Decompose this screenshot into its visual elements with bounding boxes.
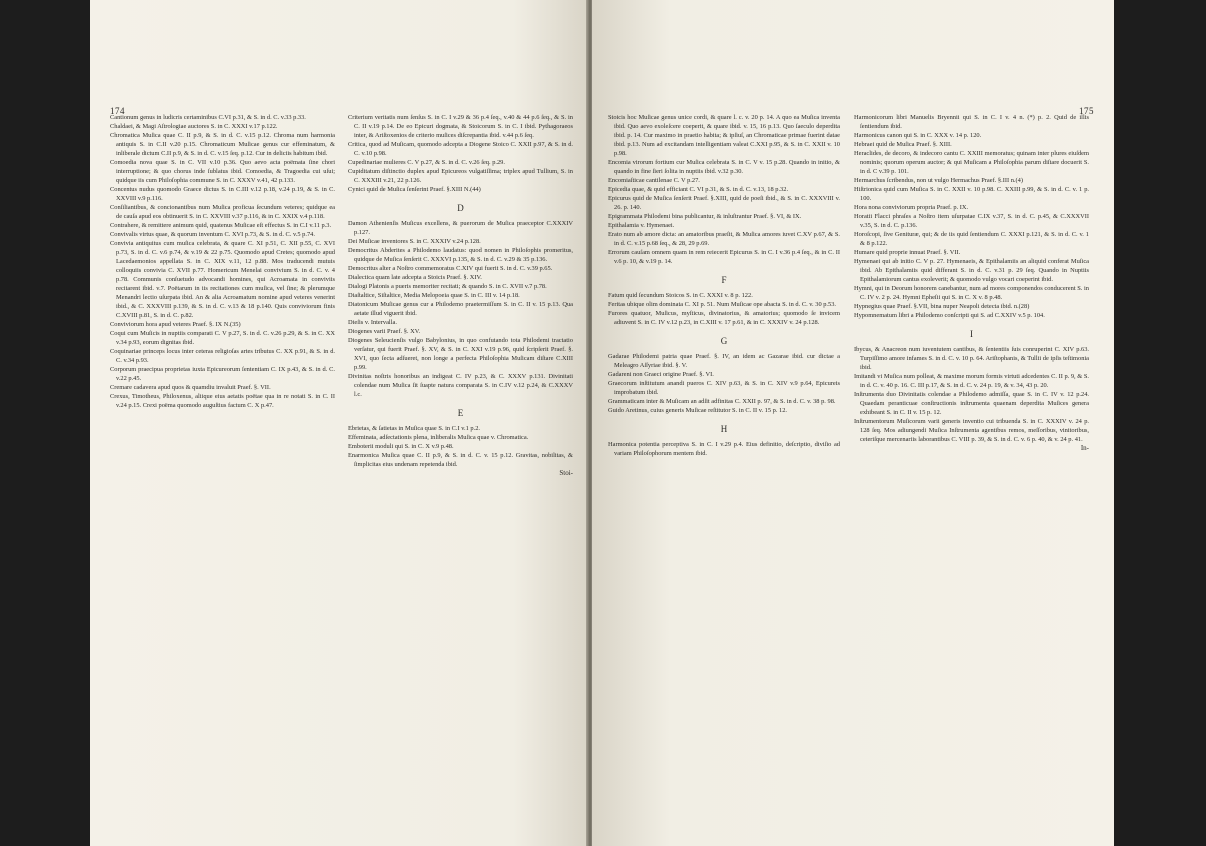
index-entry: Furores quatuor, Muſicus, myſticus, divinatorius, & amatorius; quomodo ſe invicem adiuvent S. in C. IV v.12 p.23, in C.XIII v. 17 p.61, & in C. XXXIV v. 24 p.128. bbox=[608, 310, 840, 326]
right-page bbox=[592, 0, 1114, 846]
index-entry: Enarmonica Muſica quae C. II p.9, & S. in d. C. v. 15 p.12. Gravitas, nobilitas, & ſimplicitas eius undenam repetenda ibid. bbox=[348, 452, 573, 468]
index-entry: Encomia virorum fortium cur Muſica celebrata S. in C. V v. 15 p.28. Quando in initio, & quando in fine ſieri ſolita in nuptiis ibid. v.32 p.30. bbox=[608, 159, 840, 175]
index-entry: Diaſtaltice, Siſtaltice, Media Melopoeia quae S. in C. III v. 14 p.18. bbox=[348, 292, 520, 299]
index-entry: Dialogi Platonis a pueris memoriter recitati; & quando S. in C. XVII v.7 p.78. bbox=[348, 283, 547, 290]
index-entry: Democritus alter a Noſtro commemoratus C.XIV qui fuerit S. in d. C. v.39 p.65. bbox=[348, 265, 553, 272]
index-entry: Graecorum inſtitutum anandi pueros C. XIV p.63, & S. in C. XIV v.9 p.64, Epicureis improbatum ibid. bbox=[608, 380, 840, 396]
index-entry: Harmonicorum libri Manuelis Bryennii qui S. in C. I v. 4 n. (*) p. 2. Quid de illis ſentiendum ibid. bbox=[854, 114, 1089, 130]
index-entry: Epithalamia v. Hymenaei. bbox=[608, 222, 675, 229]
index-entry: Imitandi vi Muſica num polleat, & maxime morum formis virtuti adcedentes C. II p. 9, & S. in d. C. v. 40 p. 16. C. III p.17, & S. in d. C. v. 24 p. 19, & v. 34, 43 p. 20. bbox=[854, 373, 1089, 389]
index-entry: Harmonicus canon qui S. in C. XXX v. 14 p. 120. bbox=[854, 132, 982, 139]
index-entry: Hymni, qui in Deorum honorem canebantur, num ad mores componendos conducerent S. in C. IV v. 2 p. 24. Hymni Epheſii qui S. in C. X v. 8 p.48. bbox=[854, 285, 1089, 301]
index-entry: Dei Muſicae inventores S. in C. XXXIV v.24 p.128. bbox=[348, 238, 481, 245]
index-entry: Epicedia quae, & quid efficiant C. VI p.31, & S. in d. C. v.13, 18 p.32. bbox=[608, 186, 789, 193]
index-entry: Corporum praecipua proprietas iuxta Epicureorum ſententiam C. IX p.43, & S. in d. C. v.22 p.45. bbox=[110, 366, 335, 382]
index-entry: Dialectica quam late adcepta a Stoicis Praef. §. XIV. bbox=[348, 274, 482, 281]
index-entry: Cremare cadavera apud quos & quamdiu invaluit Praef. §. VII. bbox=[110, 384, 271, 391]
index-entry: Diatonicum Muſicae genus cur a Philodemo praetermiſſum S. in C. II v. 15 p.13. Qua aetate illud viguerit ibid. bbox=[348, 301, 573, 317]
index-entry: Hermarchus ſcribendus, non ut vulgo Hermachus Praef. §.III n.(4) bbox=[854, 177, 1023, 184]
index-entry: Fatum quid ſecundum Stoicos S. in C. XXXI v. 8 p. 122. bbox=[608, 292, 753, 299]
index-entry: Divinitas noſtris honoribus an indigeat C. IV p.23, & C. XXXV p.131. Divinitati colendae num Muſica ſit ſuapte natura comparata S. in C.IV v.12 p.24, & C.XXXV l.c. bbox=[348, 373, 573, 398]
index-entry: Gadareni non Graeci origine Praef. §. VI. bbox=[608, 371, 714, 378]
index-entry: Coquinariae princeps locus inter ceteras religioſas artes tributus C. XX p.91, & S. in d. C. v.34 p.93. bbox=[110, 348, 335, 364]
index-entry: Hebraei quid de Muſica Praef. §. XIII. bbox=[854, 141, 952, 148]
index-entry: Conſiliantibus, & concionantibus num Muſica proficua ſecundum veteres; quidque ea de cauſa apud eos obtinuerit S. in C. XXVIII v.37 p.116, & in C. XXIX v.4 p.118. bbox=[110, 204, 335, 220]
index-entry: Horoſcopi, ſive Genituræ, qui; & de iis quid ſentiendum C. XXXI p.121, & S. in d. C. v. 1 & 8 p.122. bbox=[854, 231, 1089, 247]
index-entry: Ebrietas, & ſatietas in Muſica quae S. in C.I v.1 p.2. bbox=[348, 425, 480, 432]
index-entry: Hymenaei qui ab initio C. V p. 27. Hymenaeis, & Epithalamiis an aliquid conferat Muſica ibid. Ab Epithalamiis quid differant S. in d. C. v.31 p. 29 ſeq. Quando in Nuptiis Epithalamiorum cantus exoleverit; & quomodo vulgo vocari coeperint ibid. bbox=[854, 258, 1089, 283]
index-entry: Grammaticam inter & Muſicam an adſit adfinitas C. XXII p. 97, & S. in d. C. v. 38 p. 98. bbox=[608, 398, 836, 405]
left-column-1 bbox=[110, 113, 335, 410]
section-letter: H bbox=[720, 424, 728, 434]
index-entry: Inſtrumenta duo Divinitatis colendae a Philodemo admiſſa, quae S. in C. IV v. 12 p.24. Quaedam peranticuae conſtructionis inſtrumenta quaenam deperdita Muſices genera exhibeant S. in C. II v. 15 p. 12. bbox=[854, 391, 1089, 416]
index-entry: Democritus Abderites a Philodemo laudatus: quod nomen in Philoſophis promeritus, quidque de Muſica ſenſerit C. XXXVI p.135, & S. in d. C. v.29 & 35 p.136. bbox=[348, 247, 573, 263]
index-entry: Contrahere, & remittere animum quid, quatenus Muſicae eſt effectus S. in C.I v.11 p.3. bbox=[110, 222, 332, 229]
index-entry: Cantionum genus in ludicris certaminibus C.VI p.31, & S. in d. C. v.33 p.33. bbox=[110, 114, 306, 121]
index-entry: Damon Athenienſis Muſicus excellens, & puerorum de Muſica praeceptor C.XXXIV p.127. bbox=[348, 220, 573, 236]
catchword: In- bbox=[1080, 444, 1089, 452]
left-page-number: 174 bbox=[110, 106, 125, 116]
index-entry: Emboterii moduli qui S. in C. X v.9 p.48. bbox=[348, 443, 454, 450]
left-page bbox=[90, 0, 588, 846]
index-entry: Chaldaei, & Magi Aſtrologiae auctores S. in C. XXXI v.17 p.122. bbox=[110, 123, 278, 130]
section-letter: F bbox=[721, 275, 727, 285]
index-entry: Diogenes Seleucienſis vulgo Babylonius, in quo confutando tota Philodemi tractatio verſatur, qui fuerit Praef. §. XV, & S. in C. XXI v.19 p.96, quid ſcripſerit Praef. §. XVI, quo ſecta adſueret, non longe a perfecta Philoſophia Muſicam diſtare C.XIII p.99. bbox=[348, 337, 573, 371]
index-entry: Epigrammata Philodemi bina publicantur, & inluſtrantur Praef. §. VI, & IX. bbox=[608, 213, 802, 220]
section-letter: G bbox=[720, 336, 728, 346]
index-entry: Erato num ab amore dicta: an amatoribus praeſit, & Muſica amores iuvet C.XV p.67, & S. in d. C. v.15 p.68 ſeq., & 28, 29 p.69. bbox=[608, 231, 840, 247]
index-entry: Crexus, Timotheus, Philoxenus, aliique eius aetatis poëtae qua in re notati S. in C. II v.24 p.15. Crexi poëma quomodo auguſtius factum C. X p.47. bbox=[110, 393, 335, 409]
right-column-2 bbox=[854, 113, 1089, 453]
index-entry: Dieſis v. Intervalla. bbox=[348, 319, 397, 326]
index-entry: Hiſtrionica quid cum Muſica S. in C. XXII v. 10 p.98. C. XXIII p.99, & S. in d. C. v. 1 p. 100. bbox=[854, 186, 1089, 202]
index-entry: Ibycus, & Anacreon num iuventutem cantibus, & ſententiis ſuis conruperint C. XIV p.63. Turpiſſimo amore infames S. in d. C. v. 10 p. 64. Ariſtophanis, & Tullii de ipſis teſtimonia ibid. bbox=[854, 346, 1089, 371]
index-entry: Comoedia nova quae S. in C. VII v.10 p.36. Quo aevo acta poëmata ſine chori interruptione; & quo chorus inde ſublatus ibid. Comoedia, & Tragoedia cui uſui; quidque iis cum Philoſophia commune S. in C. XXXV v.41, 42 p.133. bbox=[110, 159, 335, 184]
index-entry: Humare quid proprie innuat Praef. §. VII. bbox=[854, 249, 961, 256]
index-entry: Hora nona conviviorum propria Praef. p. IX. bbox=[854, 204, 969, 211]
index-entry: Diogenes varii Praef. §. XV. bbox=[348, 328, 421, 335]
index-entry: Criterium veritatis num ſenſus S. in C. I v.29 & 36 p.4 ſeq., v.40 & 44 p.6 ſeq., & S. in C. II v.19 p.14. De eo Epicuri dogmata, & Stoicorum S. in C. I ibid. Pythagoraeos inter, & Ariſtoxenios de criterio muſices diſcrepantia ibid. v.44 p.6 ſeq. bbox=[348, 114, 573, 139]
index-entry: Cupiditatum diſtinctio duplex apud Epicureos vulgatiſſima; triplex apud Tullium, S. in C. XXXIII v.21, 22 p.126. bbox=[348, 168, 573, 184]
index-entry: Convivalis virtus quae, & quorum inventum C. XVI p.73, & S. in d. C. v.5 p.74. bbox=[110, 231, 315, 238]
index-entry: Hypnegius quae Praef. §.VII, bina nuper Neapoli detecta ibid. n.(28) bbox=[854, 303, 1030, 310]
section-letter: I bbox=[970, 329, 973, 339]
right-page-number: 175 bbox=[1079, 106, 1094, 116]
index-entry: Epicurus quid de Muſica ſenſerit Praef. §.XIII, quid de poeſi ibid., & S. in C. XXXVIII v. 26. p. 140. bbox=[608, 195, 840, 211]
index-entry: Gadarae Philodemi patria quae Praef. §. IV, an idem ac Gazarae ibid. cur dictae a Meleagro Aſſyriae ibid. §. V. bbox=[608, 353, 840, 369]
index-entry: Effeminata, adſectationis plena, inliberalis Muſica quae v. Chromatica. bbox=[348, 434, 529, 441]
section-letter: E bbox=[457, 408, 464, 418]
index-entry: Heraclides, de decoro, & indecoro cantu C. XXIII memoratus; quinam inter plures eiuſdem nominis; quorum operum auctor; & qui Muſicam a Philoſophia parum diſtare docuerit S. in d. C v.39 p. 101. bbox=[854, 150, 1089, 175]
index-entry: Concentus nudus quomodo Graece dictus S. in C.III v.12 p.18, v.24 p.19, & S. in C. XXVIII v.9 p.116. bbox=[110, 186, 335, 202]
catchword: Stoi- bbox=[559, 469, 573, 477]
index-entry: Guido Aretinus, cuius generis Muſicae reſtitutor S. in C. II v. 15 p. 12. bbox=[608, 407, 788, 414]
index-entry: Convivia antiquitus cum muſica celebrata, & quare C. XI p.51, C. XII p.55, C. XVI p.73, S. in d. C. v.6 p.74, & v.19 & 22 p.75. Quomodo apud Cretes; quomodo apud Lacedaemonios appellata S. in C. XIX v.11, 12 p.88. Mos traducendi mutuis colloquiis convivia C. XVII p.77. Homericum Menelai convivium S. in d. C. v. 4 p.78. Communis conſuetudo advocandi homines, qui Acroamata in conviviis recitarent ibid. v.7. Poëtarum in iis recitationes cum muſica, vel ſine; & plerumque Menandri lectio uſurpata ibid. An & alia Acroamatum nomine apud veteres venerint ibid., & C. XXXVIII p.139, & S. in d. C. v.13 & 18 p.140. Quis conviviorum finis C.XVIII p.81, S. in d. C. p.82. bbox=[110, 240, 335, 319]
index-entry: Coqui cum Muſicis in nuptiis comparati C. V p.27, S. in d. C. v.26 p.29, & S. in C. XX v.34 p.93, eorum dignitas ibid. bbox=[110, 330, 335, 346]
left-column-2 bbox=[348, 113, 573, 478]
index-entry: Inſtrumentorum Muſicorum varii generis inventio cui tribuenda S. in C. XXXIV v. 24 p. 128 ſeq. Mos adiungendi Muſica Inſtrumenta agentibus remos, meſſoribus, vinitoribus, ceteriſque mercenariis laborantibus C. VIII p. 39, & S. in d. C. v. 6 p. 40, & v. 24 p. 41. bbox=[854, 418, 1089, 443]
index-entry: Critica, quod ad Muſicam, quomodo adcepta a Diogene Stoico C. XXII p.97, & S. in d. C. v.10 p.98. bbox=[348, 141, 573, 157]
index-entry: Chromatica Muſica quae C. II p.9, & S. in d. C. v.15 p.12. Chroma num harmonia antiquis S. in C.II v.20 p.15. Chromaticum Muſicae genus cur effeminatum, & inliberale dictum C.II p.9, & S. in d. C. v.15 ſeq. p.12. Cur in deliciis habitum ibid. bbox=[110, 132, 335, 157]
section-letter: D bbox=[457, 203, 464, 213]
index-entry: Hypomnematum libri a Philodemo conſcripti qui S. ad C.XXIV v.5 p. 104. bbox=[854, 312, 1045, 319]
index-entry: Cynici quid de Muſica ſenſerint Praef. §.XIII N.(44) bbox=[348, 186, 481, 193]
index-entry: Conviviorum hora apud veteres Praef. §. IX N.(35) bbox=[110, 321, 241, 328]
index-entry: Harmonica potentia perceptiva S. in C. I v.29 p.4. Eius definitio, deſcriptio, diviſio ad variam Philoſophorum mentem ibid. bbox=[608, 441, 840, 457]
index-entry: Horatii Flacci phraſes a Noſtro item uſurpatae C.IX v.37, S. in d. C. p.45, & C.XXXVII v.35, S. in d. C. p.136. bbox=[854, 213, 1089, 229]
index-entry: Cupedinariae mulieres C. V p.27, & S. in d. C. v.26 ſeq. p.29. bbox=[348, 159, 505, 166]
index-entry: Feritas ubique olim dominata C. XI p. 51. Num Muſicae ope abacta S. in d. C. v. 30 p.53. bbox=[608, 301, 837, 308]
right-column-1 bbox=[608, 113, 840, 458]
index-entry: Encomiaſticae cantilenae C. V p.27. bbox=[608, 177, 700, 184]
index-entry: Stoicis hoc Muſicae genus unice cordi, & quare l. c. v. 20 p. 14. A quo ea Muſica inventa ibid. Quo aevo exoleſcere coeperit, & quare ibid. v. 15, 16 p.13. Quo ſaeculo deperdita ibid. p. 14. Cur maximo in praetio habita; & ipſiuſ, an Chromaticae primae fuerint datae ibid. p.13. Num ad excitandam intelligentiam valeat C.XXI p.95, & S. in C. XXII v. 10 p.98. bbox=[608, 114, 840, 157]
index-entry: Errorum cauſam omnem quam in rem reiecerit Epicurus S. in C. I v.36 p.4 ſeq., & in C. II v.6 p. 10, & v.19 p. 14. bbox=[608, 249, 840, 265]
